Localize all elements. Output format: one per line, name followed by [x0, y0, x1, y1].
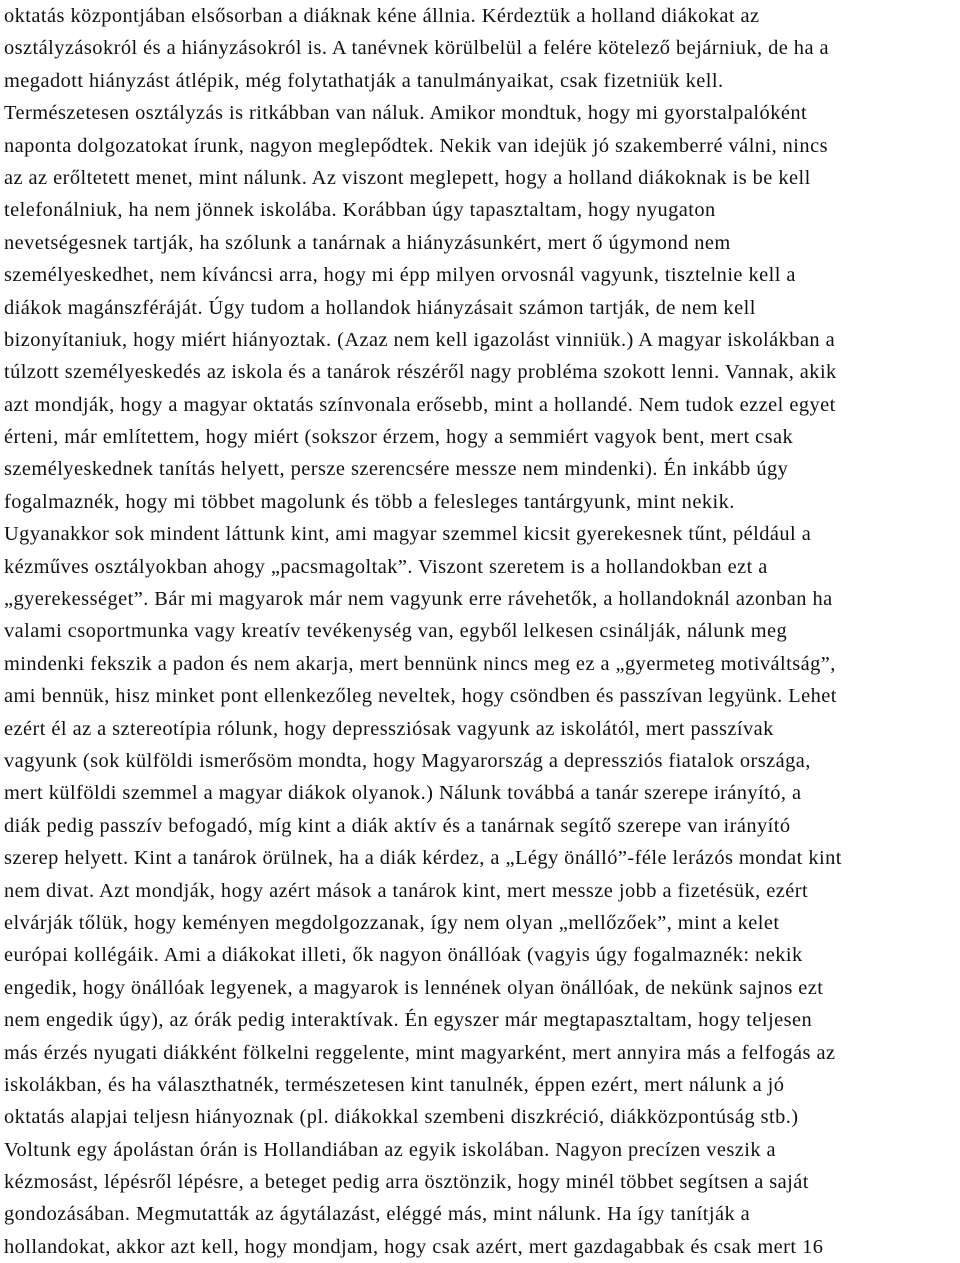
text-line: európai kollégáik. Ami a diákokat illeti, ők nagyon önállóak (vagyis úgy fogalmaznék: nekik	[4, 944, 803, 967]
text-line: azt mondják, hogy a magyar oktatás színvonala erősebb, mint a hollandé. Nem tudok ezzel egyet	[4, 393, 836, 416]
text-line: diák pedig passzív befogadó, míg kint a diák aktív és a tanárnak segítő szerepe van irányító	[4, 814, 791, 837]
text-line: ezért él az a sztereotípia rólunk, hogy depressziósak vagyunk az iskolától, mert passzívak	[4, 717, 774, 740]
text-line: Természetesen osztályzás is ritkábban van náluk. Amikor mondtuk, hogy mi gyorstalpalóként	[4, 102, 808, 125]
text-line: iskolákban, és ha választhatnék, természetesen kint tanulnék, éppen ezért, mert nálunk a jó	[4, 1073, 785, 1096]
text-line: szerep helyett. Kint a tanárok örülnek, ha a diák kérdez, a „Légy önálló”-féle lerázós mondat kint	[4, 847, 842, 870]
text-line: oktatás alapjai teljesn hiányoznak (pl. diákokkal szembeni diszkréció, diákközpontúság stb.)	[4, 1106, 799, 1129]
text-line: telefonálniuk, ha nem jönnek iskolába. Korábban úgy tapasztaltam, hogy nyugaton	[4, 199, 716, 222]
text-line: elvárják tőlük, hogy keményen megdolgozzanak, így nem olyan „mellőzőek”, mint a kelet	[4, 911, 780, 934]
text-line: vagyunk (sok külföldi ismerősöm mondta, hogy Magyarország a depressziós fiatalok országa,	[4, 749, 811, 772]
text-line: osztályzásokról és a hiányzásokról is. A tanévnek körülbelül a felére kötelező bejárniuk, de ha a	[4, 37, 830, 60]
text-line: nem engedik úgy), az órák pedig interaktívak. Én egyszer már megtapasztaltam, hogy teljesen	[4, 1009, 813, 1032]
text-line: mert külföldi szemmel a magyar diákok olyanok.) Nálunk továbbá a tanár szerepe irányító, a	[4, 782, 802, 805]
text-line: az az erőltetett menet, mint nálunk. Az viszont meglepett, hogy a holland diákoknak is be kell	[4, 166, 811, 189]
text-line: naponta dolgozatokat írunk, nagyon meglepődtek. Nekik van idejük jó szakemberré válni, nincs	[4, 134, 828, 157]
text-line: bizonyítaniuk, hogy miért hiányoztak. (Azaz nem kell igazolást vinniük.) A magyar iskolákban a	[4, 328, 836, 351]
text-line: nem divat. Azt mondják, hogy azért mások a tanárok kint, mert messze jobb a fizetésük, ezért	[4, 879, 809, 902]
document-page	[4, 0, 956, 1263]
text-line: kézműves osztályokban ahogy „pacsmagoltak”. Viszont szeretem is a hollandokban ezt a	[4, 555, 768, 578]
text-line: oktatás központjában elsősorban a diáknak kéne állnia. Kérdeztük a holland diákokat az	[4, 5, 760, 27]
text-line: megadott hiányzást átlépik, még folytathatják a tanulmányaikat, csak fizetniük kell.	[4, 69, 724, 92]
text-line: Ugyanakkor sok mindent láttunk kint, ami magyar szemmel kicsit gyerekesnek tűnt, például a	[4, 523, 812, 546]
text-line: fogalmaznék, hogy mi többet magolunk és több a felesleges tantárgyunk, mint nekik.	[4, 490, 735, 513]
text-line: Voltunk egy ápolástan órán is Hollandiában az egyik iskolában. Nagyon precízen veszik a	[4, 1138, 777, 1161]
text-line: hollandokat, akkor azt kell, hogy mondjam, hogy csak azért, mert gazdagabbak és csak mert 16	[4, 1235, 824, 1258]
text-line: valami csoportmunka vagy kreatív tevékenység van, egyből lelkesen csinálják, nálunk meg	[4, 620, 788, 643]
text-line: személyeskednek tanítás helyett, persze szerencsére messze nem mindenki). Én inkább úgy	[4, 458, 789, 481]
text-line: mindenki fekszik a padon és nem akarja, mert bennünk nincs meg ez a „gyermeteg motiváltság”,	[4, 652, 836, 675]
text-line: nevetségesnek tartják, ha szólunk a tanárnak a hiányzásunkért, mert ő úgymond nem	[4, 231, 731, 254]
text-line: engedik, hogy önállóak legyenek, a magyarok is lennének olyan önállóak, de nekünk sajnos ezt	[4, 976, 824, 999]
text-line: „gyerekességet”. Bár mi magyarok már nem vagyunk erre rávehetők, a hollandoknál azonban ha	[4, 588, 833, 611]
text-line: kézmosást, lépésről lépésre, a beteget pedig arra ösztönzik, hogy minél többet segítsen a saját	[4, 1171, 809, 1194]
text-line: ami bennük, hisz minket pont ellenkezőleg neveltek, hogy csöndben és passzívan legyünk. Lehet	[4, 685, 837, 708]
text-line: túlzott személyeskedés az iskola és a tanárok részéről nagy probléma szokott lenni. Vannak, akik	[4, 361, 837, 384]
text-line: személyeskedhet, nem kíváncsi arra, hogy mi épp milyen orvosnál vagyunk, tisztelnie kell a	[4, 264, 796, 287]
text-line: gondozásában. Megmutatták az ágytálazást, eléggé más, mint nálunk. Ha így tanítják a	[4, 1203, 751, 1226]
text-line: más érzés nyugati diákként fölkelni reggelente, mint magyarként, mert annyira más a felfogás az	[4, 1041, 836, 1064]
text-line: érteni, már említettem, hogy miért (sokszor érzem, hogy a semmiért vagyok bent, mert csak	[4, 426, 794, 449]
text-line: diákok magánszféráját. Úgy tudom a hollandok hiányzásait számon tartják, de nem kell	[4, 296, 756, 319]
